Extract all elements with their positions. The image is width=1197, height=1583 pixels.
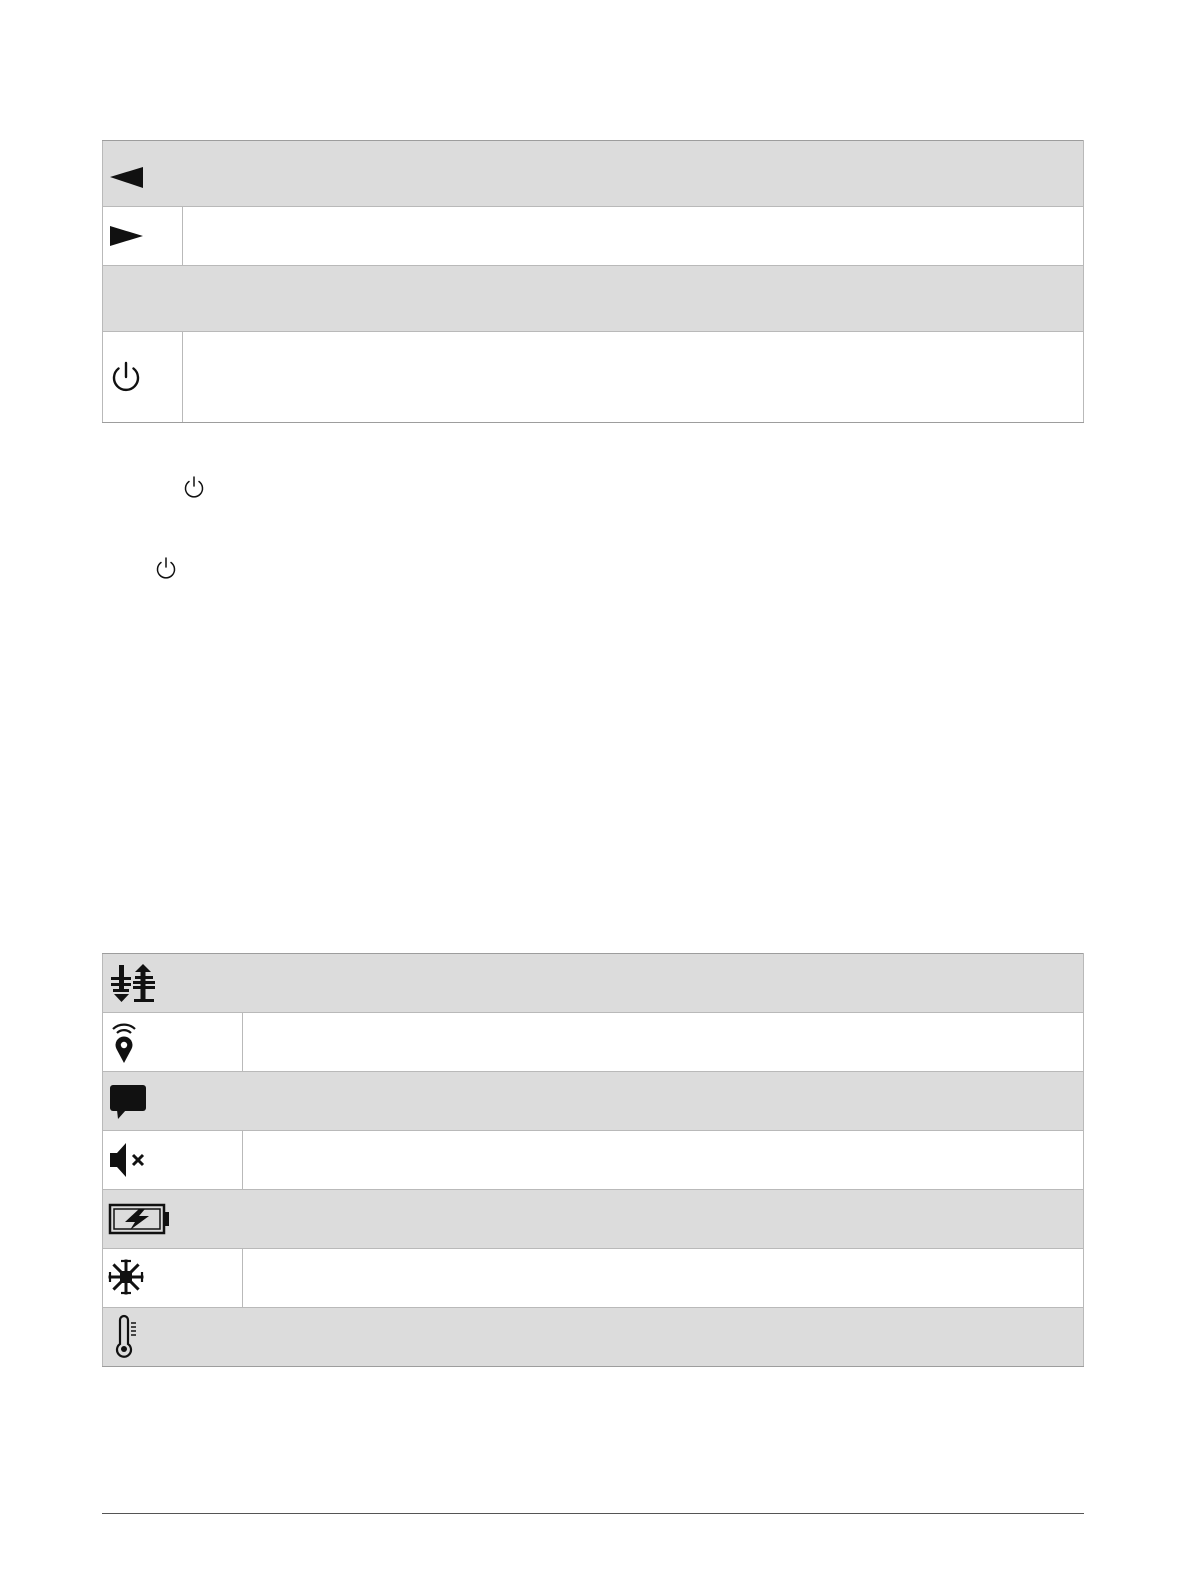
status-row: [103, 1308, 1084, 1367]
battery-charging-icon: [108, 1197, 174, 1241]
power-icon: [153, 555, 179, 581]
status-icon-cell: [103, 1249, 243, 1308]
key-description: [183, 266, 1084, 332]
status-row: [103, 1190, 1084, 1249]
status-description: [243, 1013, 1084, 1072]
footer-rule: [102, 1513, 1084, 1514]
mute-icon: [108, 1138, 156, 1182]
power-icon: [108, 357, 148, 397]
status-icon-cell: [103, 1013, 243, 1072]
back-arrow-icon: [108, 154, 148, 194]
sync-icon: [108, 961, 162, 1005]
message-icon: [108, 1079, 152, 1123]
status-row: [103, 954, 1084, 1013]
power-icon: [181, 474, 207, 500]
status-row: [103, 1249, 1084, 1308]
cold-icon: [108, 1256, 152, 1300]
status-description: [243, 1308, 1084, 1367]
key-description: [183, 332, 1084, 423]
key-row-power: [103, 332, 1084, 423]
status-description: [243, 1249, 1084, 1308]
forward-arrow-icon: [108, 216, 148, 256]
key-row-back: [103, 141, 1084, 207]
status-icon-table: [102, 953, 1084, 1367]
status-description: [243, 1190, 1084, 1249]
key-description: [183, 141, 1084, 207]
status-icon-cell: [103, 1131, 243, 1190]
status-icon-cell: [103, 1190, 243, 1249]
status-icon-cell: [103, 954, 243, 1013]
status-icon-cell: [103, 1308, 243, 1367]
location-sharing-icon: [108, 1018, 148, 1066]
key-row-blank: [103, 266, 1084, 332]
status-icon-cell: [103, 1072, 243, 1131]
status-description: [243, 954, 1084, 1013]
key-icon-cell: [103, 266, 183, 332]
key-icon-cell: [103, 207, 183, 266]
temperature-icon: [108, 1314, 148, 1360]
status-description: [243, 1072, 1084, 1131]
status-row: [103, 1131, 1084, 1190]
status-row: [103, 1013, 1084, 1072]
status-description: [243, 1131, 1084, 1190]
key-icon-cell: [103, 141, 183, 207]
status-row: [103, 1072, 1084, 1131]
key-row-forward: [103, 207, 1084, 266]
key-table: [102, 140, 1084, 423]
key-description: [183, 207, 1084, 266]
key-icon-cell: [103, 332, 183, 423]
